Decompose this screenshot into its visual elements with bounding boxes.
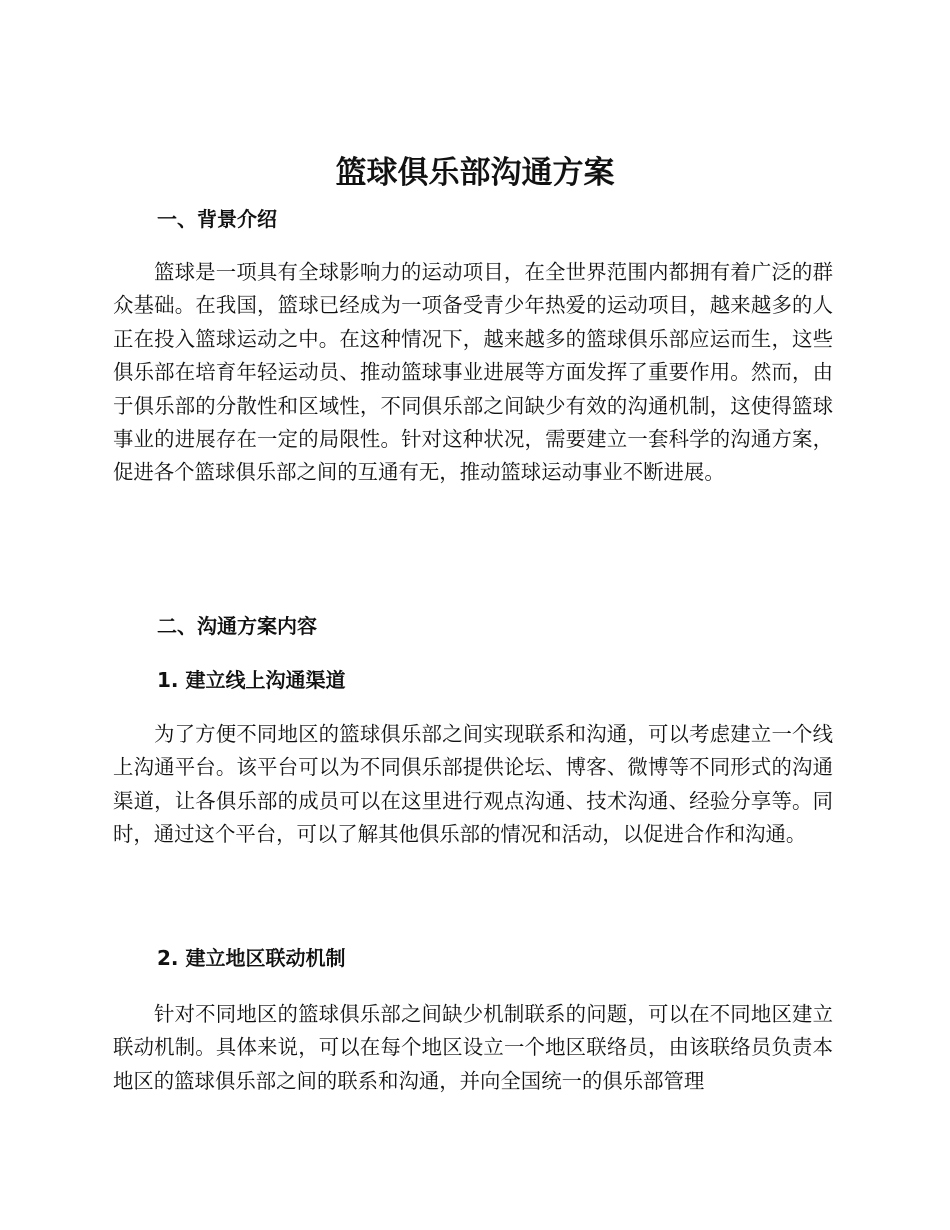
- subsection-heading-online-channel: 1. 建立线上沟通渠道: [157, 668, 346, 692]
- regional-linkage-paragraph: 针对不同地区的篮球俱乐部之间缺少机制联系的问题，可以在不同地区建立联动机制。具体来说，可以在每个地区设立一个地区联络员，由该联络员负责本地区的篮球俱乐部之间的联系和沟通，并向全国统一的俱乐部管理: [113, 1002, 833, 1093]
- section-heading-background: 一、背景介绍: [157, 207, 277, 231]
- section-heading-content: 二、沟通方案内容: [157, 614, 317, 638]
- subsection-heading-regional-linkage: 2. 建立地区联动机制: [157, 946, 346, 970]
- online-channel-paragraph: 为了方便不同地区的篮球俱乐部之间实现联系和沟通，可以考虑建立一个线上沟通平台。该平台可以为不同俱乐部提供论坛、博客、微博等不同形式的沟通渠道，让各俱乐部的成员可以在这里进行观点沟通、技术沟通、经验分享等。同时，通过这个平台，可以了解其他俱乐部的情况和活动，以促进合作和沟通。: [113, 722, 833, 847]
- document-title: 篮球俱乐部沟通方案: [335, 155, 615, 191]
- background-paragraph: 篮球是一项具有全球影响力的运动项目，在全世界范围内都拥有着广泛的群众基础。在我国，篮球已经成为一项备受青少年热爱的运动项目，越来越多的人正在投入篮球运动之中。在这种情况下，越来越多的篮球俱乐部应运而生，这些俱乐部在培育年轻运动员、推动篮球事业进展等方面发挥了重要作用。然而，由于俱乐部的分散性和区域性，不同俱乐部之间缺少有效的沟通机制，这使得篮球事业的进展存在一定的局限性。针对这种状况，需要建立一套科学的沟通方案，促进各个篮球俱乐部之间的互通有无，推动篮球运动事业不断进展。: [113, 260, 833, 485]
